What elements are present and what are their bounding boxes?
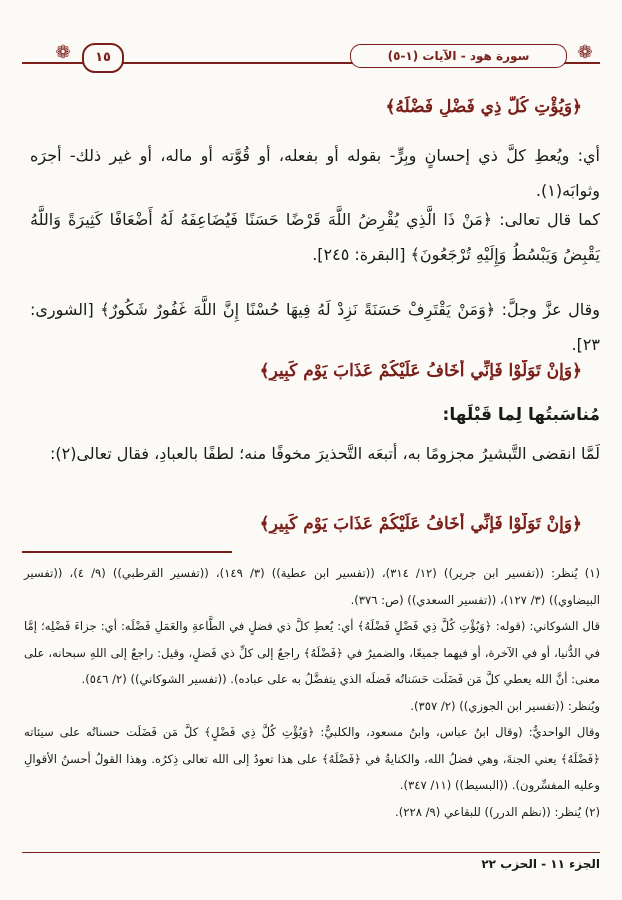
page-number: ١٥ — [82, 43, 124, 73]
footnote-1: (١) يُنظر: ((تفسير ابن جرير)) (١٢/ ٣١٤)، ((تفسير ابن عطية)) (٣/ ١٤٩)، ((تفسير القرطبي)) (٩/ ٤)، ((تفسير البيضاوي)) (٣/ ١٢٧)، ((تفسير السعدي)) (ص: ٣٧٦). — [24, 566, 601, 607]
verse-1: ﴿وَيُؤْتِ كُلَّ ذِي فَضْلٍ فَضْلَهُ﴾ — [385, 97, 582, 117]
section-heading: مُناسَبتُها لِما قَبْلَها: — [442, 405, 600, 425]
footer-juz-hizb: الجزء ١١ - الحزب ٢٢ — [481, 857, 600, 871]
verse-2: ﴿وَإِنْ تَوَلَّوْا فَإِنِّي أَخَافُ عَلَيْكُمْ عَذَابَ يَوْمٍ كَبِيرٍ﴾ — [259, 361, 582, 381]
paragraph-3: وقال عزَّ وجلَّ: ﴿وَمَنْ يَقْتَرِفْ حَسَنَةً نَزِدْ لَهُ فِيهَا حُسْنًا إِنَّ اللَّهَ غَفُورٌ شَكُورٌ﴾ [الشورى: ٢٣]. — [30, 300, 600, 354]
footnote-rule — [22, 551, 232, 553]
ornament-icon: ❁ — [577, 42, 593, 63]
verse-3: ﴿وَإِنْ تَوَلَّوْا فَإِنِّي أَخَافُ عَلَيْكُمْ عَذَابَ يَوْمٍ كَبِيرٍ﴾ — [259, 514, 582, 534]
paragraph-4: لَمَّا انقضى التَّبشيرُ مجزومًا به، أتبعَه التَّحذيرَ مخوفًا منه؛ لطفًا بالعبادِ، فقال تعالى(٢): — [49, 444, 600, 463]
ornament-icon: ❁ — [55, 42, 71, 63]
footnote-1-quote-wahidi: وقال الواحديُّ: (وقال ابنُ عباس، وابنُ مسعود، والكلبيُّ: ﴿وَيُؤْتِ كُلَّ ذِي فَضْلٍ﴾ كلَّ مَن فَضَلَت حسناتُه على سيئاته ﴿فَضْلَهُ﴾ يعني الجنةَ، وهي فضلُ الله، والكنايةُ في ﴿فَضْلَهُ﴾ على هذا تعودُ إلى الله تعالى ذِكرُه. وهذا القولُ أحسنُ الأقوالِ وعليه المفسِّرون). ((البسيط)) (١١/ ٣٤٧). — [24, 725, 600, 792]
paragraph-1: أي: ويُعطِ كلَّ ذي إحسانٍ وبِرٍّ- بقوله أو بفعله، أو قُوَّته أو ماله، أو غير ذلك- أجرَه وثوابَه(١). — [30, 146, 600, 200]
paragraph-2: كما قال تعالى: ﴿مَنْ ذَا الَّذِي يُقْرِضُ اللَّهَ قَرْضًا حَسَنًا فَيُضَاعِفَهُ لَهُ أَضْعَافًا كَثِيرَةً وَاللَّهُ يَقْبِضُ وَيَبْسُطُ وَإِلَيْهِ تُرْجَعُونَ﴾ [البقرة: ٢٤٥]. — [30, 210, 600, 264]
footnotes — [24, 560, 600, 825]
footer-rule — [22, 852, 600, 853]
header-title: سورة هود - الآيات (١-٥) — [350, 44, 567, 68]
footnote-1-quote-shawkani: قال الشوكاني: (قوله: ﴿وَيُؤْتِ كُلَّ ذِي فَضْلٍ فَضْلَهُ﴾ أي: يُعطِ كلَّ ذي فضلٍ في الطَّاعةِ والعَمَلِ فَضْلَه: أي: جزاءَ فَضْلِه؛ إمَّا في الدُّنيا، أو في الآخرة، أو فيهما جميعًا، والضميرُ في ﴿فَضْلَهُ﴾ راجعٌ إلى كلِّ ذي فَضلٍ، وقيل: راجعٌ إلى اللهِ سبحانه، على معنى: أنَّ الله يعطي كلَّ مَن فَضَلَت حَسَناتُه فَضلَه الذي يتفضَّلُ به على عباده). ((تفسير الشوكاني)) (٢/ ٥٤٦). — [24, 619, 600, 686]
footnote-1-see-also: ويُنظر: ((تفسير ابن الجوزي)) (٢/ ٣٥٧). — [410, 698, 600, 713]
footnote-2: (٢) يُنظر: ((نظم الدرر)) للبقاعي (٩/ ٢٢٨). — [395, 804, 600, 819]
